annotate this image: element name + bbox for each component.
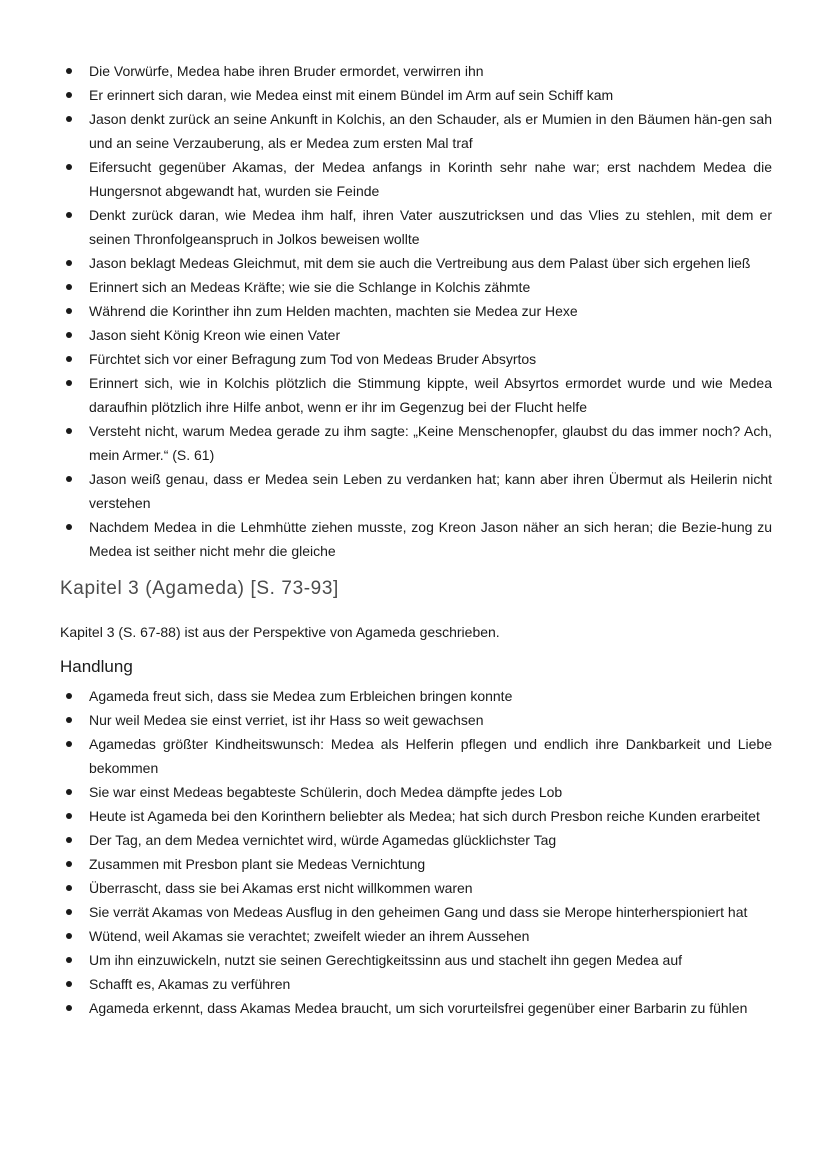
list-item: Sie verrät Akamas von Medeas Ausflug in den geheimen Gang und dass sie Merope hinterherspioniert hat — [60, 900, 772, 924]
list-item: Nachdem Medea in die Lehmhütte ziehen musste, zog Kreon Jason näher an sich heran; die Bezie-hung zu Medea ist seither nicht mehr die gleiche — [60, 515, 772, 563]
list-item: Überrascht, dass sie bei Akamas erst nicht willkommen waren — [60, 876, 772, 900]
list-item: Fürchtet sich vor einer Befragung zum Tod von Medeas Bruder Absyrtos — [60, 347, 772, 371]
list-item: Schafft es, Akamas zu verführen — [60, 972, 772, 996]
list-item: Jason denkt zurück an seine Ankunft in Kolchis, an den Schauder, als er Mumien in den Bäumen hän-gen sah und an seine Verzauberung, als er Medea zum ersten Mal traf — [60, 107, 772, 155]
list-item: Eifersucht gegenüber Akamas, der Medea anfangs in Korinth sehr nahe war; erst nachdem Medea die Hungersnot abgewandt hat, wurden sie Feinde — [60, 155, 772, 203]
list-item: Agamedas größter Kindheitswunsch: Medea als Helferin pflegen und endlich ihre Dankbarkeit und Liebe bekommen — [60, 732, 772, 780]
chapter-heading: Kapitel 3 (Agameda) [S. 73-93] — [60, 578, 339, 599]
list-item: Der Tag, an dem Medea vernichtet wird, würde Agamedas glücklichster Tag — [60, 828, 772, 852]
list-item: Die Vorwürfe, Medea habe ihren Bruder ermordet, verwirren ihn — [60, 59, 772, 83]
list-item: Versteht nicht, warum Medea gerade zu ihm sagte: „Keine Menschenopfer, glaubst du das immer noch? Ach, mein Armer.“ (S. 61) — [60, 419, 772, 467]
list-item: Heute ist Agameda bei den Korinthern beliebter als Medea; hat sich durch Presbon reiche Kunden erarbeitet — [60, 804, 772, 828]
list-item: Er erinnert sich daran, wie Medea einst mit einem Bündel im Arm auf sein Schiff kam — [60, 83, 772, 107]
list-item: Agameda erkennt, dass Akamas Medea braucht, um sich vorurteilsfrei gegenüber einer Barbarin zu fühlen — [60, 996, 772, 1020]
list-item: Erinnert sich an Medeas Kräfte; wie sie die Schlange in Kolchis zähmte — [60, 275, 772, 299]
section-heading: Handlung — [60, 657, 133, 676]
list-item: Nur weil Medea sie einst verriet, ist ihr Hass so weit gewachsen — [60, 708, 772, 732]
chapter-intro: Kapitel 3 (S. 67-88) ist aus der Perspektive von Agameda geschrieben. — [60, 624, 500, 640]
list-item: Jason weiß genau, dass er Medea sein Leben zu verdanken hat; kann aber ihren Übermut als Heilerin nicht verstehen — [60, 467, 772, 515]
list-item: Jason beklagt Medeas Gleichmut, mit dem sie auch die Vertreibung aus dem Palast über sich ergehen ließ — [60, 251, 772, 275]
list-item: Erinnert sich, wie in Kolchis plötzlich die Stimmung kippte, weil Absyrtos ermordet wurde und wie Medea daraufhin plötzlich ihre Hilfe anbot, wenn er ihr im Gegenzug bei der Flucht helfe — [60, 371, 772, 419]
list-item: Denkt zurück daran, wie Medea ihm half, ihren Vater auszutricksen und das Vlies zu stehlen, mit dem er seinen Thronfolgeanspruch in Jolkos beweisen wollte — [60, 203, 772, 251]
list-item: Um ihn einzuwickeln, nutzt sie seinen Gerechtigkeitssinn aus und stachelt ihn gegen Medea auf — [60, 948, 772, 972]
list-item: Wütend, weil Akamas sie verachtet; zweifelt wieder an ihrem Aussehen — [60, 924, 772, 948]
list-item: Agameda freut sich, dass sie Medea zum Erbleichen bringen konnte — [60, 684, 772, 708]
list-item: Zusammen mit Presbon plant sie Medeas Vernichtung — [60, 852, 772, 876]
list-item: Während die Korinther ihn zum Helden machten, machten sie Medea zur Hexe — [60, 299, 772, 323]
bullet-list-chapter-2 — [60, 59, 772, 563]
bullet-list-handlung — [60, 684, 772, 1020]
list-item: Jason sieht König Kreon wie einen Vater — [60, 323, 772, 347]
list-item: Sie war einst Medeas begabteste Schülerin, doch Medea dämpfte jedes Lob — [60, 780, 772, 804]
